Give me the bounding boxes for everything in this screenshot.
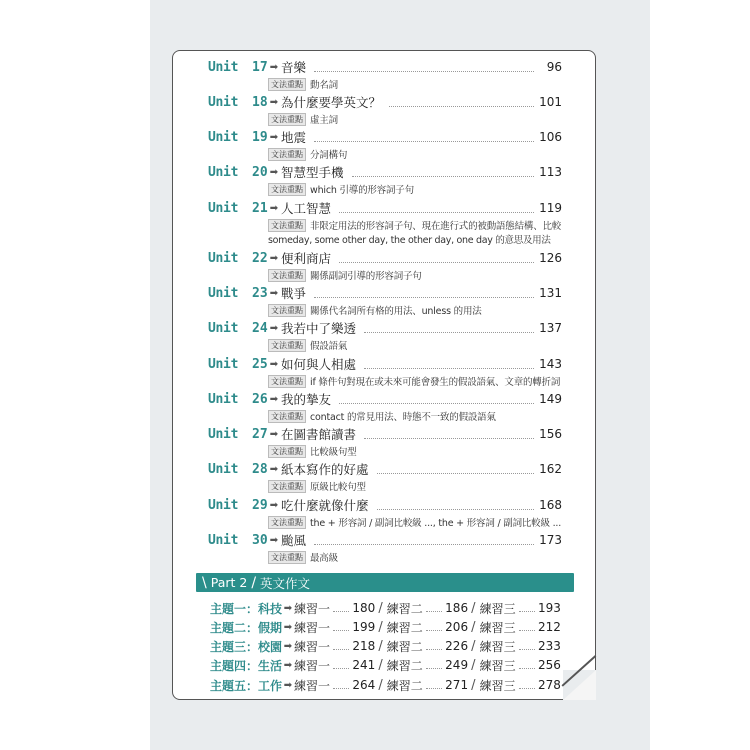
page-number: 126 xyxy=(539,251,562,265)
page-number: 249 xyxy=(445,658,469,672)
arrow-right-icon: ➡ xyxy=(269,534,279,546)
page-number: 106 xyxy=(539,130,562,144)
grammar-text: 動名詞 xyxy=(310,80,338,91)
page-number: 173 xyxy=(539,533,562,547)
unit-title: 吃什麼就像什麼 xyxy=(281,498,369,513)
leader-dots xyxy=(333,623,349,631)
unit-number: 28 xyxy=(252,461,268,477)
page-number: 131 xyxy=(539,286,562,300)
leader-dots xyxy=(333,604,349,612)
arrow-right-icon: ➡ xyxy=(269,322,279,334)
page-number: 226 xyxy=(445,639,469,653)
arrow-right-icon: ➡ xyxy=(283,602,293,614)
unit-entry[interactable] xyxy=(208,320,562,350)
unit-label: Unit xyxy=(208,250,239,266)
unit-number: 22 xyxy=(252,250,268,266)
separator: / xyxy=(378,600,383,616)
leader-dots xyxy=(519,661,535,669)
arrow-right-icon: ➡ xyxy=(269,393,279,405)
topic-row[interactable] xyxy=(210,599,560,617)
leader-dots xyxy=(314,536,534,545)
unit-entry[interactable] xyxy=(208,391,562,421)
page-number: 162 xyxy=(539,462,562,476)
page-number: 233 xyxy=(537,639,561,653)
grammar-tag: 文法重點 xyxy=(268,148,306,161)
page-number: 113 xyxy=(539,165,562,179)
unit-label: Unit xyxy=(208,356,239,372)
leader-dots xyxy=(333,661,349,669)
page-curl xyxy=(563,670,596,700)
grammar-tag: 文法重點 xyxy=(268,78,306,91)
grammar-text: which 引導的形容詞子句 xyxy=(310,185,414,196)
unit-label: Unit xyxy=(208,164,239,180)
separator: / xyxy=(378,638,383,654)
unit-label: Unit xyxy=(208,426,239,442)
grammar-tag: 文法重點 xyxy=(268,410,306,423)
leader-dots xyxy=(339,254,534,263)
page-number: 101 xyxy=(539,95,562,109)
leader-dots xyxy=(426,681,442,689)
arrow-right-icon: ➡ xyxy=(269,428,279,440)
unit-label: Unit xyxy=(208,497,239,513)
grammar-text: 比較級句型 xyxy=(310,447,357,458)
arrow-right-icon: ➡ xyxy=(269,202,279,214)
unit-label: Unit xyxy=(208,532,239,548)
unit-number: 19 xyxy=(252,129,268,145)
leader-dots xyxy=(426,642,442,650)
arrow-right-icon: ➡ xyxy=(283,621,293,633)
grammar-text: 最高級 xyxy=(310,553,338,564)
arrow-right-icon: ➡ xyxy=(269,166,279,178)
arrow-right-icon: ➡ xyxy=(269,287,279,299)
arrow-right-icon: ➡ xyxy=(283,659,293,671)
unit-title: 為什麼要學英文？ xyxy=(281,95,382,110)
topic-label: 主題三：校園 xyxy=(210,639,283,654)
grammar-tag: 文法重點 xyxy=(268,339,306,352)
leader-dots xyxy=(333,642,349,650)
exercise-label: 練習三 xyxy=(479,620,516,635)
unit-number: 30 xyxy=(252,532,268,548)
arrow-right-icon: ➡ xyxy=(283,640,293,652)
unit-entry[interactable] xyxy=(208,532,562,562)
leader-dots xyxy=(314,289,534,298)
leader-dots xyxy=(426,623,442,631)
grammar-tag: 文法重點 xyxy=(268,183,306,196)
part-label: Part 2 xyxy=(210,575,248,590)
separator: / xyxy=(471,657,476,673)
unit-label: Unit xyxy=(208,461,239,477)
leader-dots xyxy=(314,63,534,72)
unit-number: 18 xyxy=(252,94,268,110)
unit-entry[interactable] xyxy=(208,129,562,159)
leader-dots xyxy=(339,204,534,213)
page-number: 278 xyxy=(537,678,561,692)
unit-title: 人工智慧 xyxy=(281,201,332,216)
separator: / xyxy=(471,600,476,616)
leader-dots xyxy=(333,681,349,689)
grammar-text: 分詞構句 xyxy=(310,150,348,161)
unit-title: 便利商店 xyxy=(281,251,332,266)
grammar-text: if 條件句對現在或未來可能會發生的假設語氣、文章的轉折詞 xyxy=(310,377,561,388)
separator: / xyxy=(378,677,383,693)
unit-number: 23 xyxy=(252,285,268,301)
part-separator: / xyxy=(251,574,257,591)
unit-title: 我若中了樂透 xyxy=(281,321,357,336)
page-number: 271 xyxy=(445,678,469,692)
arrow-right-icon: ➡ xyxy=(269,96,279,108)
exercise-label: 練習二 xyxy=(386,678,423,693)
leader-dots xyxy=(389,98,534,107)
topic-label: 主題五：工作 xyxy=(210,678,283,693)
grammar-tag: 文法重點 xyxy=(268,304,306,317)
page-number: 193 xyxy=(537,601,561,615)
grammar-tag: 文法重點 xyxy=(268,516,306,529)
part-slash: \ xyxy=(202,574,207,591)
unit-number: 17 xyxy=(252,59,268,75)
page-number: 218 xyxy=(352,639,376,653)
unit-label: Unit xyxy=(208,320,239,336)
topic-row[interactable] xyxy=(210,656,560,674)
page-number: 212 xyxy=(537,620,561,634)
leader-dots xyxy=(519,623,535,631)
topic-row[interactable] xyxy=(210,637,560,655)
arrow-right-icon: ➡ xyxy=(269,499,279,511)
topic-label: 主題二：假期 xyxy=(210,620,283,635)
unit-number: 29 xyxy=(252,497,268,513)
unit-number: 27 xyxy=(252,426,268,442)
unit-number: 24 xyxy=(252,320,268,336)
unit-entry[interactable] xyxy=(208,59,562,89)
leader-dots xyxy=(519,681,535,689)
grammar-text: 原級比較句型 xyxy=(310,482,366,493)
topic-label: 主題四：生活 xyxy=(210,658,283,673)
page-number: 264 xyxy=(352,678,376,692)
unit-title: 智慧型手機 xyxy=(281,165,344,180)
arrow-right-icon: ➡ xyxy=(269,61,279,73)
part-header[interactable] xyxy=(196,573,574,592)
grammar-text: 關係副詞引導的形容詞子句 xyxy=(310,271,422,282)
unit-number: 21 xyxy=(252,200,268,216)
leader-dots xyxy=(352,168,534,177)
exercise-label: 練習一 xyxy=(293,620,330,635)
grammar-tag: 文法重點 xyxy=(268,113,306,126)
unit-title: 如何與人相處 xyxy=(281,357,357,372)
unit-label: Unit xyxy=(208,285,239,301)
unit-title: 我的摯友 xyxy=(281,392,332,407)
unit-entry[interactable] xyxy=(208,497,562,527)
page-number: 119 xyxy=(539,201,562,215)
exercise-label: 練習三 xyxy=(479,639,516,654)
exercise-label: 練習一 xyxy=(293,639,330,654)
grammar-text: the + 形容詞 / 副詞比較級 ..., the + 形容詞 / 副詞比較級 ... xyxy=(310,518,562,529)
unit-label: Unit xyxy=(208,391,239,407)
grammar-tag: 文法重點 xyxy=(268,219,306,232)
leader-dots xyxy=(364,430,534,439)
page-number: 186 xyxy=(445,601,469,615)
unit-entry[interactable] xyxy=(208,285,562,315)
page-number: 96 xyxy=(546,60,562,74)
grammar-text: 非限定用法的形容詞子句、現在進行式的被動語態結構、比較 xyxy=(310,221,562,232)
grammar-text-continued: someday, some other day, the other day, one day 的意思及用法 xyxy=(268,235,551,246)
separator: / xyxy=(378,657,383,673)
unit-title: 地震 xyxy=(281,130,307,145)
grammar-text: 關係代名詞所有格的用法、unless 的用法 xyxy=(310,306,482,317)
page-number: 256 xyxy=(537,658,561,672)
arrow-right-icon: ➡ xyxy=(269,463,279,475)
unit-label: Unit xyxy=(208,129,239,145)
topic-row[interactable] xyxy=(210,618,560,636)
page-number: 206 xyxy=(445,620,469,634)
unit-title: 在圖書館讀書 xyxy=(281,427,357,442)
exercise-label: 練習一 xyxy=(293,601,330,616)
grammar-tag: 文法重點 xyxy=(268,480,306,493)
separator: / xyxy=(471,638,476,654)
unit-entry[interactable] xyxy=(208,461,562,491)
page-number: 168 xyxy=(539,498,562,512)
arrow-right-icon: ➡ xyxy=(269,358,279,370)
grammar-text: contact 的常見用法、時態不一致的假設語氣 xyxy=(310,412,496,423)
exercise-label: 練習三 xyxy=(479,678,516,693)
exercise-label: 練習三 xyxy=(479,601,516,616)
unit-title: 音樂 xyxy=(281,60,307,75)
leader-dots xyxy=(314,133,534,142)
leader-dots xyxy=(377,501,534,510)
page-number: 143 xyxy=(539,357,562,371)
separator: / xyxy=(378,619,383,635)
unit-label: Unit xyxy=(208,200,239,216)
unit-number: 25 xyxy=(252,356,268,372)
unit-entry[interactable] xyxy=(208,200,562,244)
leader-dots xyxy=(339,395,534,404)
arrow-right-icon: ➡ xyxy=(269,252,279,264)
arrow-right-icon: ➡ xyxy=(269,131,279,143)
unit-label: Unit xyxy=(208,59,239,75)
unit-title: 颱風 xyxy=(281,533,307,548)
grammar-tag: 文法重點 xyxy=(268,375,306,388)
leader-dots xyxy=(426,661,442,669)
page-number: 199 xyxy=(352,620,376,634)
page-number: 156 xyxy=(539,427,562,441)
page-number: 149 xyxy=(539,392,562,406)
unit-title: 紙本寫作的好處 xyxy=(281,462,369,477)
leader-dots xyxy=(426,604,442,612)
unit-entry[interactable] xyxy=(208,426,562,456)
leader-dots xyxy=(364,324,534,333)
grammar-text: 虛主詞 xyxy=(310,115,338,126)
exercise-label: 練習二 xyxy=(386,658,423,673)
grammar-tag: 文法重點 xyxy=(268,269,306,282)
unit-entry[interactable] xyxy=(208,356,562,386)
topic-label: 主題一：科技 xyxy=(210,601,283,616)
unit-number: 26 xyxy=(252,391,268,407)
leader-dots xyxy=(377,465,534,474)
leader-dots xyxy=(519,642,535,650)
separator: / xyxy=(471,677,476,693)
leader-dots xyxy=(364,360,534,369)
exercise-label: 練習一 xyxy=(293,658,330,673)
exercise-label: 練習三 xyxy=(479,658,516,673)
grammar-tag: 文法重點 xyxy=(268,445,306,458)
unit-entry[interactable] xyxy=(208,94,562,124)
unit-number: 20 xyxy=(252,164,268,180)
exercise-label: 練習二 xyxy=(386,639,423,654)
unit-label: Unit xyxy=(208,94,239,110)
unit-title: 戰爭 xyxy=(281,286,307,301)
exercise-label: 練習一 xyxy=(293,678,330,693)
exercise-label: 練習二 xyxy=(386,620,423,635)
arrow-right-icon: ➡ xyxy=(283,679,293,691)
topic-row[interactable] xyxy=(210,676,560,694)
page-number: 241 xyxy=(352,658,376,672)
page-number: 137 xyxy=(539,321,562,335)
part-title: 英文作文 xyxy=(260,575,311,591)
unit-entry[interactable] xyxy=(208,250,562,280)
page-number: 180 xyxy=(352,601,376,615)
grammar-tag: 文法重點 xyxy=(268,551,306,564)
grammar-text: 假設語氣 xyxy=(310,341,348,352)
separator: / xyxy=(471,619,476,635)
unit-entry[interactable] xyxy=(208,164,562,194)
leader-dots xyxy=(519,604,535,612)
exercise-label: 練習二 xyxy=(386,601,423,616)
